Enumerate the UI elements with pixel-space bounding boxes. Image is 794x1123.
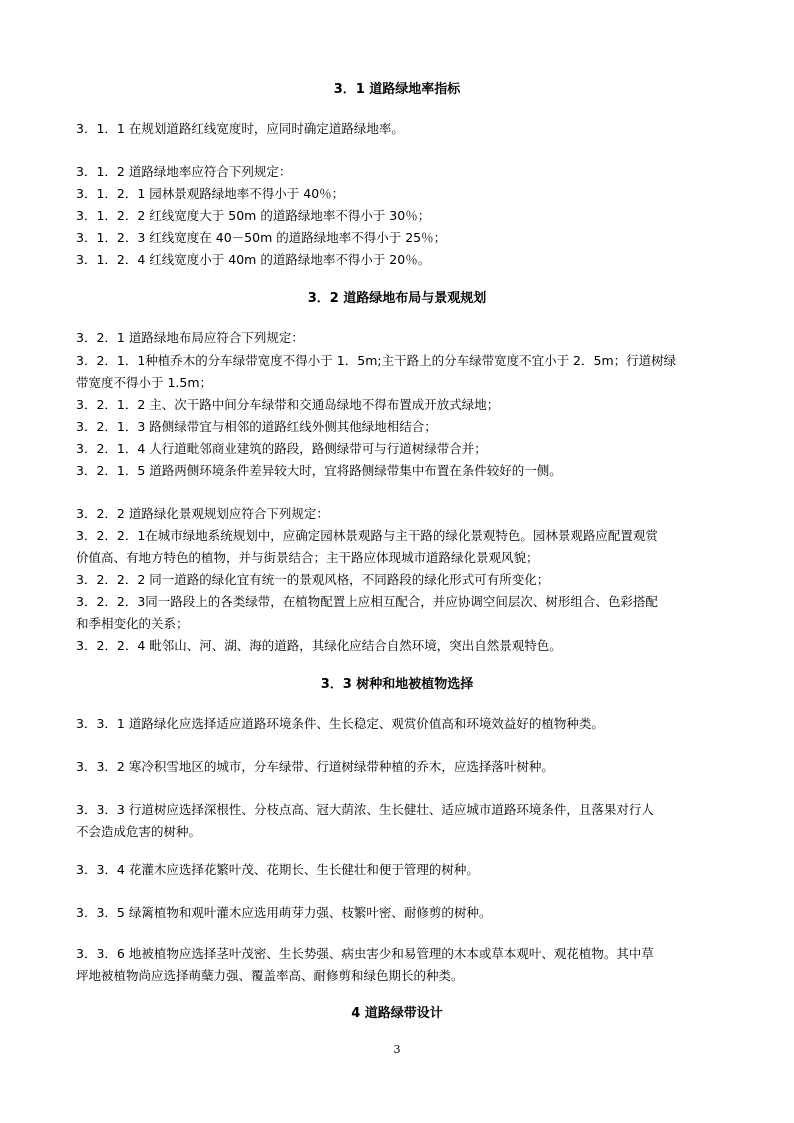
section-heading-4: 4 道路绿带设计 <box>351 1006 443 1021</box>
clause-3-1-2-1: 3．1．2．1 园林景观路绿地率不得小于 40％； <box>76 186 345 201</box>
clause-3-3-3-line2: 不会造成危害的树种。 <box>76 824 202 839</box>
clause-3-1-2-3: 3．1．2．3 红线宽度在 40－50m 的道路绿地率不得小于 25％； <box>76 230 447 245</box>
clause-3-2-2-3-line1: 3．2．2．3同一路段上的各类绿带，在植物配置上应相互配合，并应协调空间层次、树形组合、色彩搭配 <box>76 594 658 609</box>
clause-3-3-6-line1: 3．3．6 地被植物应选择茎叶茂密、生长势强、病虫害少和易管理的木本或草本观叶、观花植物。其中草 <box>76 946 654 961</box>
clause-3-1-1: 3．1．1 在规划道路红线宽度时，应同时确定道路绿地率。 <box>76 121 404 136</box>
clause-3-2-1-2: 3．2．1．2 主、次干路中间分车绿带和交通岛绿地不得布置成开放式绿地； <box>76 397 500 412</box>
clause-3-1-2: 3．1．2 道路绿地率应符合下列规定： <box>76 164 292 179</box>
clause-3-3-4: 3．3．4 花灌木应选择花繁叶茂、花期长、生长健壮和便于管理的树种。 <box>76 862 479 877</box>
clause-3-2-1-3: 3．2．1．3 路侧绿带宜与相邻的道路红线外侧其他绿地相结合； <box>76 419 437 434</box>
section-heading-3-1: 3．1 道路绿地率指标 <box>333 82 461 97</box>
clause-3-3-5: 3．3．5 绿篱植物和观叶灌木应选用萌芽力强、枝繁叶密、耐修剪的树种。 <box>76 905 492 920</box>
clause-3-2-2: 3．2．2 道路绿化景观规划应符合下列规定： <box>76 506 329 521</box>
clause-3-2-2-3-line2: 和季相变化的关系； <box>76 616 189 631</box>
clause-3-2-1-1-line2: 带宽度不得小于 1.5m； <box>76 375 213 390</box>
clause-3-1-2-4: 3．1．2．4 红线宽度小于 40m 的道路绿地率不得小于 20％。 <box>76 252 431 267</box>
clause-3-2-1: 3．2．1 道路绿地布局应符合下列规定： <box>76 330 304 345</box>
clause-3-2-1-5: 3．2．1．5 道路两侧环境条件差异较大时，宜将路侧绿带集中布置在条件较好的一侧。 <box>76 463 562 478</box>
section-heading-3-3: 3．3 树种和地被植物选择 <box>320 677 474 692</box>
clause-3-3-2: 3．3．2 寒冷积雪地区的城市，分车绿带、行道树绿带种植的乔木，应选择落叶树种。 <box>76 759 554 774</box>
clause-3-2-1-1-line1: 3．2．1．1种植乔木的分车绿带宽度不得小于 1．5m;主干路上的分车绿带宽度不宜小于 2．5m；行道树绿 <box>76 353 677 368</box>
clause-3-2-1-4: 3．2．1．4 人行道毗邻商业建筑的路段，路侧绿带可与行道树绿带合并； <box>76 441 487 456</box>
clause-3-2-2-1-line1: 3．2．2．1在城市绿地系统规划中，应确定园林景观路与主干路的绿化景观特色。园林景观路应配置观赏 <box>76 528 658 543</box>
clause-3-2-2-1-line2: 价值高、有地方特色的植物，并与街景结合；主干路应体现城市道路绿化景观风貌； <box>76 550 539 565</box>
section-heading-3-2: 3．2 道路绿地布局与景观规划 <box>307 291 487 306</box>
clause-3-3-3-line1: 3．3．3 行道树应选择深根性、分枝点高、冠大荫浓、生长健壮、适应城市道路环境条件，且落果对行人 <box>76 802 654 817</box>
clause-3-2-2-2: 3．2．2．2 同一道路的绿化宜有统一的景观风格，不同路段的绿化形式可有所变化； <box>76 572 550 587</box>
clause-3-3-6-line2: 坪地被植物尚应选择萌蘖力强、覆盖率高、耐修剪和绿色期长的种类。 <box>76 968 464 983</box>
clause-3-2-2-4: 3．2．2．4 毗邻山、河、湖、海的道路，其绿化应结合自然环境，突出自然景观特色。 <box>76 638 562 653</box>
clause-3-1-2-2: 3．1．2．2 红线宽度大于 50m 的道路绿地率不得小于 30％； <box>76 208 431 223</box>
clause-3-3-1: 3．3．1 道路绿化应选择适应道路环境条件、生长稳定、观赏价值高和环境效益好的植物种类。 <box>76 716 604 731</box>
page-number: 3 <box>393 1043 401 1056</box>
